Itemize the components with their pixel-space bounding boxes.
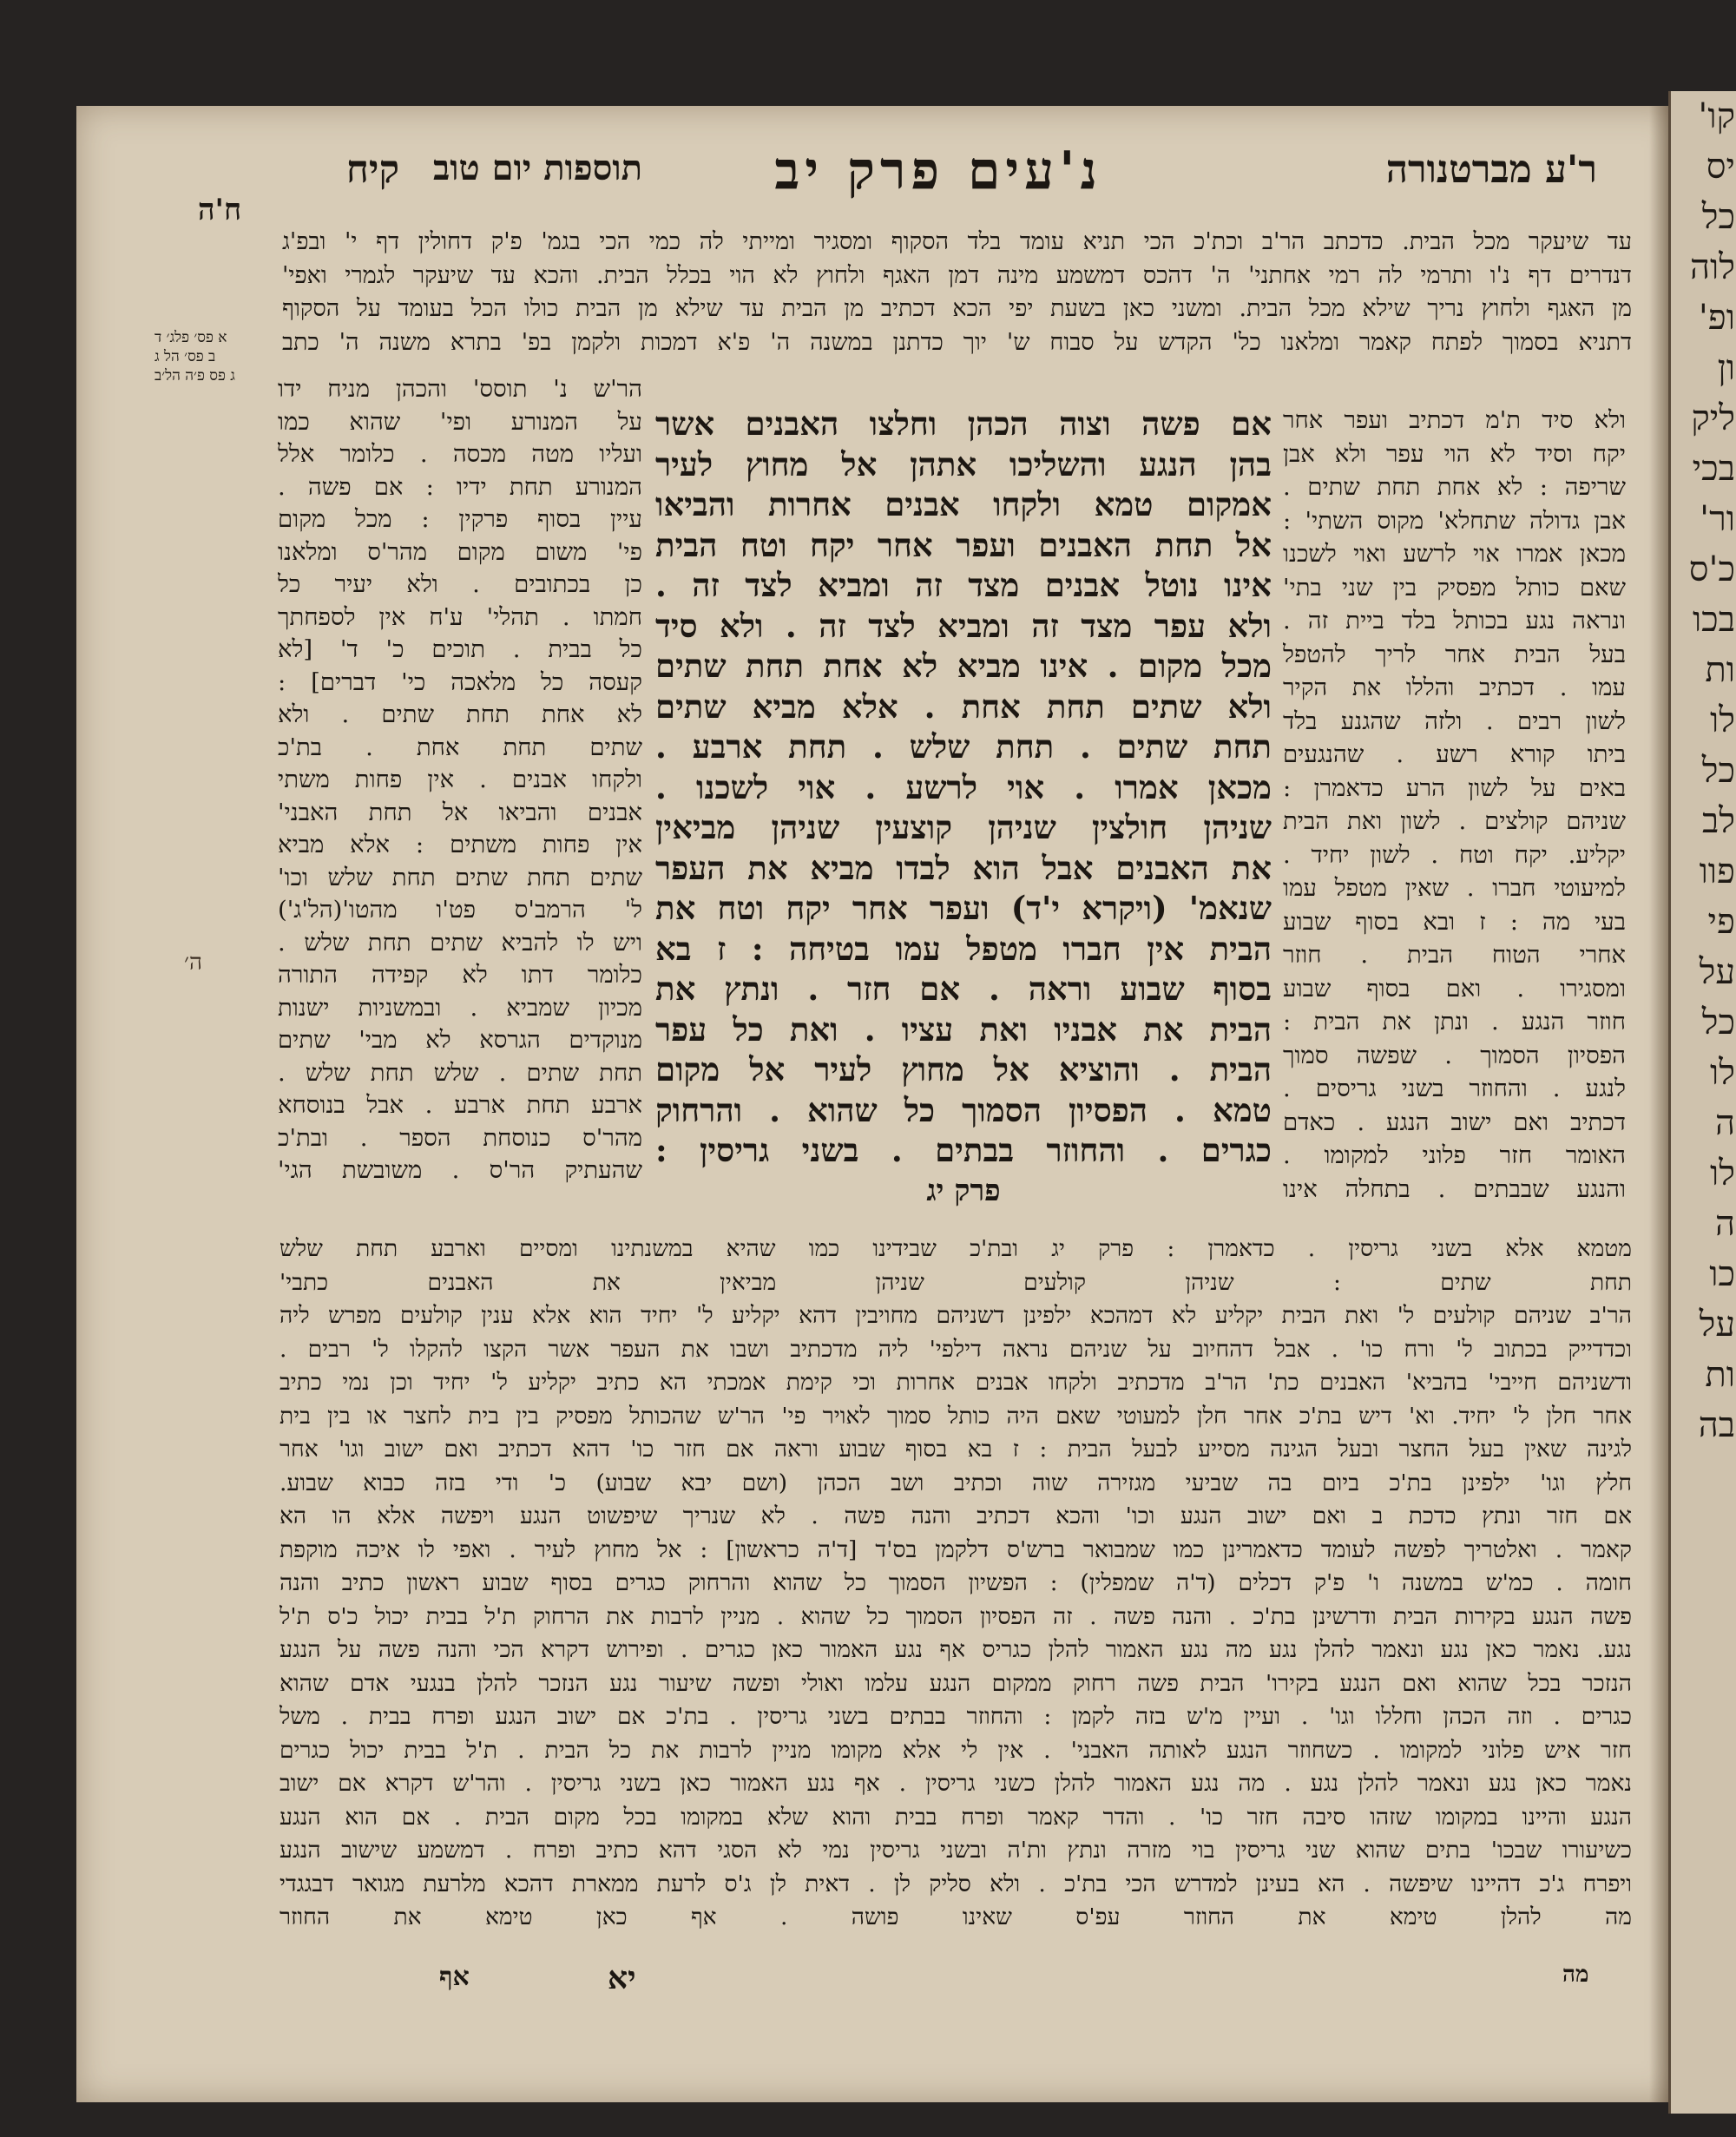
text-line: המנורע תחת ידיו : אם פשה . [278,472,642,501]
text-line: חלץ וגו' ילפינן בת'כ ביום בה שביעי מגזירה שוה וכתיב ושב הכהן (ושם יבא שבוע) כ' ודי בזה כבוא שבוע. [279,1469,1632,1496]
text-line: הבית את אבניו ואת עציו . ואת כל עפר [655,1009,1272,1049]
text-line: נגע. נאמר כאן נגע ונאמר להלן נגע מה נגע האמור להלן כגריס אף נגע האמור כאן כגרים . ופירוש דקרא הכי והנה פשה על הנגע [279,1636,1632,1663]
text-line: הנגע והיינו במקומו שזהו סיבה חזר כו' . והדר קאמר ופרח בבית והוא שלא במקומו בכל מקום הבית . אם הוא הנגע [279,1803,1632,1831]
text-line: חוזר הנגע . ונתן את הבית : [1283,1008,1626,1036]
catchword: מה [1562,1962,1589,1988]
running-header [174,141,1614,208]
next-page-fragment: לו [1710,700,1735,740]
next-page-fragment: ות [1705,1355,1735,1395]
text-line: מן האגף ולחוץ נריך שילא מכל הבית. ומשני כאן בשעת יפי הכא דכתיב מן הבית עד שילא מן הבית כולו הכל בעומד על הסקוף [282,295,1632,322]
text-line: בהן הנגע והשליכו אתהן אל מחוץ לעיר [655,444,1272,483]
text-line: כל בבית . תוכים כ' ד' [לא [278,635,642,663]
text-line: בסוף שבוע וראה . אם חזר . ונתץ את [655,970,1272,1008]
text-line: ביתו קורא רשע . שהנגעים [1283,740,1626,768]
mishnah-main-text [655,404,1272,1211]
text-line: אם חזר ונתץ כדכת ב ואם ישוב הנגע וכו' והכא דכתיב והנה פשה . לא שנריך שיפשוט הנגע ויפשה אלא הו הא [279,1502,1632,1529]
next-page-fragment: בכי [1692,449,1735,489]
text-line: לגינה שאין בעל החצר ובעל הגינה מסייע לבעל הבית : ז בא בסוף שבוע וראה אם חזר כו' דהא דכתיב ואם ישוב וגו' אחר [279,1436,1632,1463]
text-line: באים על לשון הרע כדאמרן : [1283,773,1626,802]
text-line: אבן גדולה שתחלא' מקוס השתי' : [1283,506,1626,535]
bottom-commentary [279,1233,1632,1935]
text-line: יקח וסיד לא הוי עפר ולא אבן [1283,439,1626,468]
text-line: תחת שתים . שלש תחת שלש . [278,1058,642,1087]
text-line: ארבע תחת ארבע . אבל בנוסחא [278,1091,642,1119]
text-line: כן בכתובים . ולא יעיר כל [278,570,642,598]
text-line: מכיון שמביא . ובמשניות ישנות [278,993,642,1022]
signature-mark: אף [439,1962,470,1992]
header-folio-number: קיח [345,148,399,192]
text-line: אחרי הטוח הבית . חוזר [1283,941,1626,969]
text-line: הר'ש נ' תוסס' והכהן מניח ידו [278,375,642,403]
text-line: כגרים . והחוזר בבתים . בשני גריסין : [655,1131,1272,1169]
text-line: כשיעורו שבכו' בתים שהוא שני גריסין בוי מזרה ונתץ ות'ה ובשני גריסין נמי לא הסגי דהא כתיב ופרח . דמשמע שישוב הנגע [279,1837,1632,1864]
text-line: אחר חלן ל' יחיד. וא' דיש בת'כ אחר חלן למעוטי שאם היה כותל סמוך לאויר פי' הר'ש שהכותל מפסיק בין בית לחצר או בין בית [279,1402,1632,1430]
text-line: שניהן חולצין שניהן קוצעין שניהן מביאין [655,808,1272,846]
text-line: שתים תחת אחת . בת'כ [278,733,642,761]
text-line: חזר איש פלוני למקומו . כשחוזר הנגע לאותה האבני' . אין לי אלא מקומו מניין לרבות את כל הבית . ת'ל בבית יכול כגרים [279,1736,1632,1764]
text-line: מכאן אמרו . אוי לרשע . אוי לשכנו . [655,767,1272,806]
text-line: בעי מה : ז ובא בסוף שבוע [1283,907,1626,936]
text-line: יקליע. יקח וטח . לשון יחיד . [1283,840,1626,869]
text-line: עיין בסוף פרקין : מכל מקום [278,505,642,533]
text-line: מכאן אמרו אוי לרשע ואוי לשכנו [1283,540,1626,568]
next-page-fragment: על [1699,952,1735,992]
text-line: הפסיון הסמוך . שפשה סמוך [1283,1041,1626,1069]
text-line: שריפה : לא אחת תחת שתים . [1283,473,1626,501]
text-line: הבית אין חברו מטפל עמו בטיחה : ז בא [655,929,1272,968]
next-page-fragment: ליק [1691,398,1735,438]
next-page-fragment: ה [1714,1103,1735,1143]
chapter-heading: פרק יג [926,1173,1001,1208]
next-page-fragment: יס [1706,147,1735,187]
text-line: ויפרח ג'כ דהיינו שיפשה . הא בעינן למדרש הכי בת'כ . ולא סליק לן . דאית לן ג'ס לרעת ממארת דהכא מלרעת מגואר דבגגדי [279,1870,1632,1897]
text-line: אל תחת האבנים ועפר אחר יקח וטח הבית [655,525,1272,564]
text-line: שאם כותל מפסיק בין שני בתי' [1283,573,1626,602]
next-page-fragment: כ'ס [1688,549,1735,589]
text-line: וכדדייק בכתוב ל' ורח כו' . אבל דהחיוב על שניהם נראה דילפי' ליה מדכתיב ושבו את העפר אשר הקצו להקלו ל' רבים . [279,1335,1632,1363]
next-page-fragment: בכו [1692,600,1735,640]
signature-mark: יא [608,1960,636,1996]
text-line: עד שיעקר מכל הבית. כדכתב הר'ב וכת'כ הכי תניא עומד בלד הסקוף ומסגיר ומייתי לה כמי הכי בגמ' פ'ק דחולין דף י' ובפ'ג [282,228,1632,255]
text-line: את האבנים אבל הוא לבדו מביא את העפר [655,848,1272,887]
text-line: על המנורע ופי' שהוא כמו [278,407,642,436]
text-line: מה להלן טימא את החוזר עפ'ס שאינו פושה . אף כאן טימא את החוזר [279,1904,1632,1930]
text-line: כלומר דתו לא קפידה התורה [278,961,642,989]
next-page-fragment: כל [1701,197,1735,237]
tosafot-commentary-column [278,373,642,1187]
next-page-fragment: לוה [1690,247,1735,287]
next-page-fragment: על [1699,1305,1735,1345]
next-page-fragment: ות [1705,650,1735,690]
text-line: מנוקדים הגרסא לא מבי' שתים [278,1026,642,1054]
margin-stray-mark: ה׳ [184,950,202,976]
text-line: ולא עפר מצד זה ומביא לצד זה . ולא סיד [655,606,1272,645]
text-line: מהר'ס כנוסחת הספר . ובת'כ [278,1123,642,1152]
margin-ref: א פס׳ פלג׳ ד [155,329,227,346]
header-commentator: ר'ע מברטנורה [1385,148,1597,192]
text-line: הבית . והוציא אל מחוץ לעיר אל מקום [655,1050,1272,1088]
text-line: נאמר כאן נגע ונאמר להלן נגע . מה נגע האמור להלן כשני גריסין . אף נגע האמור כאן בשני גריסין . והר'ש דקרא אם ישוב [279,1770,1632,1797]
text-line: קאמר . ואלטריך לפשה לעומד כדאמרינן כמו שמבואר ברש'ס דלקמן בס'ד [ד'ה כראשון] : אל מחוץ לעיר . ואפי לו איכה מוקפת [279,1535,1632,1563]
text-line: חומה . כמ'ש במשנה ו' פ'ק דכלים (ד'ה שמפלין) : הפשיון הסמוך כל שהוא והרחוק כגרים בסוף שבוע ראשון כתיב והנה [279,1569,1632,1596]
text-line: ומסגירו . ואם בסוף שבוע [1283,974,1626,1003]
text-line: ולא סיד ת'מ דכתיב ועפר אחר [1283,406,1626,434]
text-line: ודשניהם חייבי' בהביא' האבנים כת' הר'ב מדכתיב ולקחו אבנים אחרות וכי קימת אמכתי הא כתיב יקליע ל' יחיד וכן נמי כתיב [279,1369,1632,1396]
text-line: הר'ב שניהם קולעים ל' ואת הבית יקליע לא דמהכא ילפינן דשניהם מחויבין דהא יקליע ל' יחיד הוא אלא ענין קולעים מפרש ליה [279,1302,1632,1329]
margin-page-mark: ח'ה [198,193,242,227]
text-line: לשון רבים . ולזה שהגנע בלד [1283,707,1626,735]
margin-ref: ג פס פ׳ה הל׳ב [155,367,235,385]
next-page-fragment: ופ' [1698,298,1735,338]
text-line: חמתו . תהלי' ע'ח אין לספחתך [278,602,642,631]
text-line: ולקחו אבנים . אין פחות משתי [278,766,642,793]
next-page-fragment: כו [1709,1254,1735,1294]
text-line: קעסה כל מלאכה כי' דברים] : [278,667,642,696]
header-tosafot-title: תוספות יום טוב [433,148,642,188]
text-line: פשה הנגע בקירות הבית ודרשינן בת'כ . והנה פשה . זה הפסיון הסמוך כל שהוא . מניין לרבות את הרחוק ת'ל בבית יכול כ'ס ת'ל [279,1602,1632,1630]
text-line: ונראה נגע בכותל בלד ביית זה . [1283,607,1626,635]
text-line: דכתיב ואם ישוב הנגע . כאדם [1283,1108,1626,1136]
next-page-fragment: ור' [1700,499,1735,539]
text-line: תחת שתים . תחת שלש . תחת ארבע . [655,727,1272,766]
text-line: הנזכר בכל שהוא ואם הנגע בקירו' הבית פשה רחוק ממקום הנגע עלמו ואולי ופשה שיעור נגע הנזכר להלן בנגעי אדם שהוא [279,1669,1632,1697]
top-commentary [282,226,1632,359]
next-page-fragment: לב [1702,801,1735,841]
next-page-fragment: פוו [1699,852,1735,891]
text-line: תחת שתים : שניהן קולעים שניהן מביאין את האבנים כתבי' [279,1268,1632,1296]
next-page-fragment: לו [1710,1053,1735,1093]
gutter-shadow [1649,106,1670,2102]
text-line: והנגע שבבתים . בתחלה אינו [1283,1174,1626,1203]
text-line: ל' הרמב'ס פט'ו מהטו'(הל'ג') [278,896,642,924]
text-line: ולא שתים תחת אחת . אלא מביא שתים [655,687,1272,726]
text-line: שניהם קולצים . לשון ואת הבית [1283,807,1626,835]
next-page-fragment: ה [1714,1204,1735,1244]
next-page-fragment: לו [1710,1154,1735,1193]
next-page-fragment: ון [1717,348,1735,388]
text-line: דתניא בסמוך לפתח קאמר ומלאנו כל' הקדש על סבוח ש' יוך כדתנן במשנה ה' פ'א דמכות ולקמן בפ' בתרא משנה ה' כתב [282,328,1632,356]
header-tractate-chapter: נ'עים פרק יב [774,141,1102,201]
text-line: מכל מקום . אינו מביא לא אחת תחת שתים [655,647,1272,685]
text-line: שנאמ' (ויקרא י'ד) ועפר אחר יקח וטח את [655,889,1272,927]
text-line: דנדרים דף נ'ו ותרמי לה רמי אחתני' ה' דהכס דמשמע מינה דמן האגף ולחוץ לא הוי בכלל הבית. והכא עד שיעקר לגמרי ואפי' [282,261,1632,289]
text-line: מטמא אלא בשני גריסין . כדאמרן : פרק יג ובת'כ שבידינו כמו שהיא במשנתינו ומסיים וארבע תחת שלש [279,1235,1632,1262]
bartenura-commentary-column [1283,404,1626,1206]
text-line: טמא . הפסיון הסמוך כל שהוא . והרחוק [655,1090,1272,1129]
text-line: פי' משום מקום מהר'ס ומלאנו [278,537,642,566]
text-line: אבנים והביאו אל תחת האבני' [278,798,642,826]
text-line: אם פשה וצוה הכהן וחלצו האבנים אשר [655,404,1272,443]
text-line: עמו . דכתיב והללו את הקיר [1283,674,1626,701]
text-line: למיעוטי חברו . שאין מטפל עמו [1283,874,1626,902]
text-line: אין פחות משתים : אלא מביא [278,831,642,858]
text-line: ויש לו להביא שתים תחת שלש . [278,928,642,957]
text-line: בעל הבית אחר לריך להטפל [1283,640,1626,668]
next-page-fragment: פי [1707,902,1735,942]
next-page-fragment: כל [1701,1003,1735,1042]
text-line: אמקום טמא ולקחו אבנים אחרות והביאו [655,485,1272,523]
margin-ref: ב פס׳ הל ג [155,348,216,365]
text-line: לנגע . והחוזר בשני גריסים . [1283,1075,1626,1102]
margin-references [155,328,285,385]
text-line: אינו נוטל אבנים מצד זה ומביא לצד זה . [655,566,1272,604]
text-line: ועליו מטה מכסה . כלומר אלל [278,440,642,468]
text-line: שתים תחת שתים תחת שלש וכו' [278,863,642,891]
next-page-fragment: בה [1698,1405,1735,1445]
text-line: האומר חזר פלוני למקומו . [1283,1141,1626,1169]
text-line: לא אחת תחת שתים . ולא [278,700,642,728]
next-page-strip [1668,91,1736,2114]
next-page-fragment: קו' [1698,96,1735,136]
text-line: שהעתיק הר'ס . משובשת הגי' [278,1156,642,1184]
next-page-fragment: כל [1701,751,1735,791]
text-line: כגרים . וזה הכהן וחללו וגו' . ועיין מ'ש בזה לקמן : והחוזר בבתים בשני גריסין . בת'כ אם ישוב הנגע ופרח בבית . משל [279,1703,1632,1730]
